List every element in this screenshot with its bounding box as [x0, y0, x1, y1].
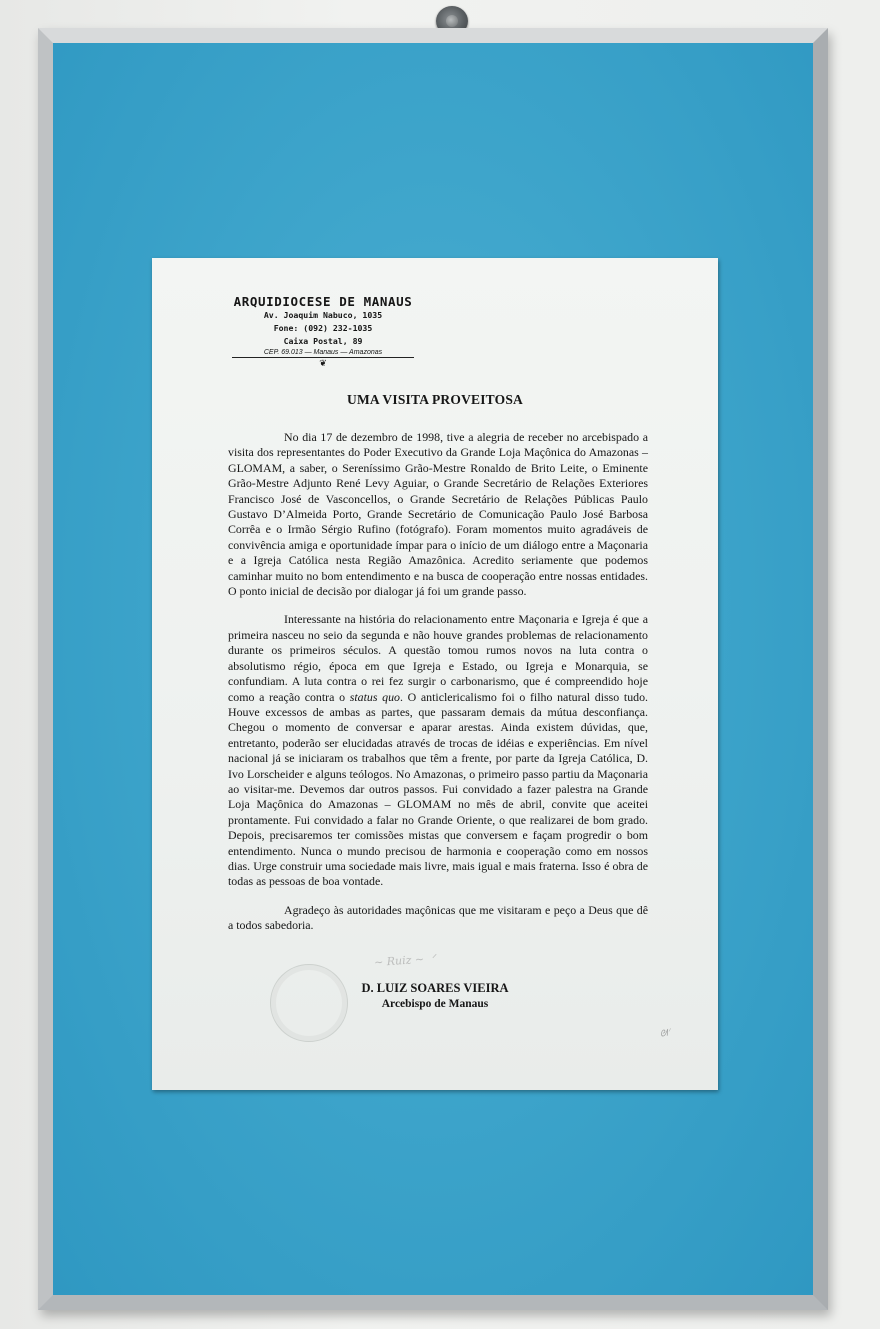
- framed-letter: [152, 258, 718, 1090]
- letterhead-po-box: Caixa Postal, 89: [283, 336, 363, 346]
- paragraph: Interessante na história do relacionamento entre Maçonaria e Igreja é que a primeira nasceu no seio da segunda e não houve grandes problemas de relacionamento durante os primeiros séculos. A questão tomou rumos novos na luta contra o absolutismo régio, época em que Igreja e Estado, ou Igreja e Monarquia, se confundiam. A luta contra o rei fez surgir o carbonarismo, que é compreendido hoje como a reação contra o status quo. O anticlericalismo foi o filho natural disso tudo. Houve excessos de ambas as partes, que passaram demais da mútua desconfiança. Chegou o momento de conversar e aparar arestas. Ainda existem dúvidas, que, entretanto, poderão ser elucidadas através de trocas de idéias e experiências. Em nível nacional já se iniciaram os trabalhos que têm a frente, por parte da Igreja Católica, D. Ivo Lorscheider e alguns teólogos. No Amazonas, o primeiro passo partiu da Maçonaria ao visitar-me. Devemos dar outros passos. Fui convidado a fazer palestra na Grande Loja Maçônica do Amazonas – GLOMAM no mês de abril, convite que aceitei prontamente. Fui convidado a falar no Grande Oriente, o que realizarei de bom grado. Depois, precisaremos ter comissões mistas que conversem e façam progredir o bom entendimento. Nunca o mundo precisou de harmonia e cooperação como em nossos dias. Urge construir uma sociedade mais livre, mais igual e mais fraterna. Isso é obra de todas as pessoas de boa vontade.: [228, 612, 649, 889]
- handwritten-signature: ~ Ruiz ~ ᐟ: [373, 951, 437, 970]
- ornament-icon: ❦: [319, 358, 327, 368]
- paragraph: No dia 17 de dezembro de 1998, tive a alegria de receber no arcebispado a visita dos representantes do Poder Executivo da Grande Loja Maçônica do Amazonas – GLOMAM, a saber, o Sereníssimo Grão-Mestre Ronaldo de Brito Leite, o Eminente Grão-Mestre Adjunto René Levy Aguiar, o Grande Secretário de Relações Exteriores Francisco José de Vasconcellos, o Grande Secretário de Relações Públicas Paulo Gustavo D’Almeida Porto, Grande Secretário de Comunicação Paulo José Barbosa Corrêa e o Irmão Sérgio Rufino (fotógrafo). Foram momentos muito agradáveis de convivência amiga e oportunidade ímpar para o início de um diálogo entre a Maçonaria e a Igreja Católica nesta Região Amazônica. Acredito seriamente que podemos caminhar muito no bom entendimento e na busca de cooperação entre nossas entidades. O ponto inicial de decisão por dialogar já foi um grande passo.: [228, 430, 648, 599]
- italic-phrase: status quo: [349, 689, 400, 704]
- letterhead-phone: Fone: (092) 232-1035: [273, 323, 373, 333]
- paragraph: Agradeço às autoridades maçônicas que me visitaram e peço a Deus que dê a todos sabedoria.: [228, 902, 648, 933]
- letterhead-address: Av. Joaquim Nabuco, 1035: [263, 310, 383, 320]
- document-body: [228, 430, 648, 947]
- letterhead-organization: ARQUIDIOCESE DE MANAUS: [233, 294, 413, 309]
- handwritten-mark: ᘛᐟ: [659, 1027, 672, 1039]
- document-title: UMA VISITA PROVEITOSA: [347, 392, 523, 407]
- letterhead-cep: CEP. 69.013 — Manaus — Amazonas: [232, 349, 414, 358]
- signature-name: D. LUIZ SOARES VIEIRA: [361, 981, 509, 995]
- letterhead: [228, 294, 418, 368]
- signature-role: Arcebispo de Manaus: [381, 998, 489, 1010]
